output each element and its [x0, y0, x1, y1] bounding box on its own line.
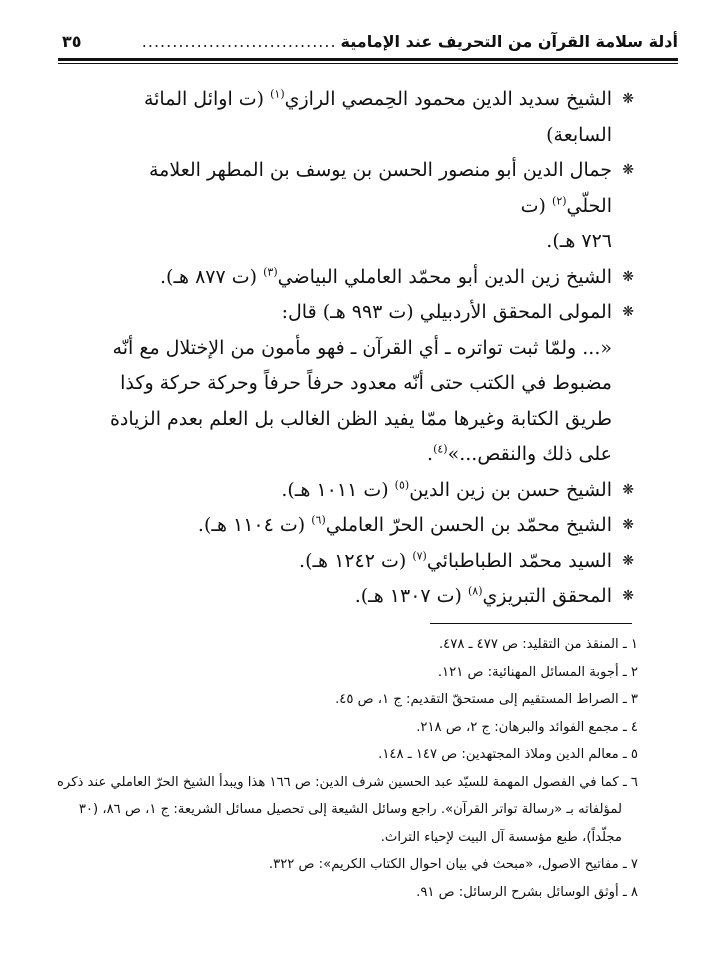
- page-number: ٣٥: [62, 31, 82, 51]
- running-title: أدلة سلامة القرآن من التحريف عند الإمامية: [340, 31, 678, 51]
- main-text: [90, 82, 634, 615]
- entry-date: (ت ١١٠٤ هـ).: [197, 514, 306, 536]
- scholar-entry: [90, 153, 634, 260]
- footnote: ٤ ـ مجمع الفوائد والبرهان: ج ٢، ص ٢١٨.: [416, 719, 638, 735]
- entry-text: الشيخ سديد الدين محمود الحِمصي الرازي: [284, 88, 612, 110]
- footnote: ٥ ـ معالم الدين وملاذ المجتهدين: ص ١٤٧ ـ ١٤٨.: [378, 747, 638, 762]
- entry-date: (ت اوائل المائة السابعة): [143, 88, 612, 146]
- scholar-entry: [90, 579, 634, 615]
- bullet-star-icon: ❋: [622, 268, 634, 285]
- scholar-entry: [90, 544, 634, 580]
- footnote-separator: [430, 623, 632, 624]
- footnote-ref: (٤): [433, 442, 448, 456]
- leader-dots: ................................: [141, 31, 337, 51]
- entry-text: المولى المحقق الأردبيلي (ت ٩٩٣ هـ) قال:: [281, 301, 612, 323]
- footnote-ref: (٨): [468, 584, 483, 598]
- bullet-star-icon: ❋: [622, 304, 634, 320]
- scholar-entry: [90, 295, 634, 331]
- quote-line: على ذلك والنقص...»: [447, 443, 612, 465]
- entry-text: الشيخ حسن بن زين الدين: [409, 478, 612, 501]
- entry-date: (ت ١٢٤٢ هـ).: [299, 549, 407, 572]
- entry-text: الشيخ زين الدين أبو محمّد العاملي البياضي: [277, 265, 612, 288]
- footnote-ref: (٥): [394, 478, 410, 492]
- footnote-ref: (٢): [552, 194, 567, 208]
- quote-line: طريق الكتابة وغيرها ممّا يفيد الظن الغالب بل العلم بعدم الزيادة: [109, 407, 612, 430]
- bullet-star-icon: ❋: [622, 91, 634, 107]
- footnote: ١ ـ المنقذ من التقليد: ص ٤٧٧ ـ ٤٧٨.: [438, 637, 638, 652]
- scholar-entry: [90, 473, 634, 509]
- bullet-star-icon: ❋: [622, 162, 634, 178]
- running-header: [62, 28, 678, 54]
- entry-date: (ت ١٠١١ هـ).: [281, 478, 389, 501]
- header-rule-thick: [58, 58, 678, 61]
- footnote-ref: (٣): [263, 265, 278, 279]
- footnote-ref: (٦): [311, 513, 326, 527]
- footnote: ٢ ـ أجوبة المسائل المهنائية: ص ١٢١.: [437, 664, 638, 680]
- scholar-entry: [90, 260, 634, 296]
- entry-text: الشيخ محمّد بن الحسن الحرّ العاملي: [325, 514, 612, 536]
- footnote: ٦ ـ كما في الفصول المهمة للسيّد عبد الحسين شرف الدين: ص ١٦٦ هذا ويبدأ الشيخ الحرّ العاملي عند ذكره: [57, 774, 638, 790]
- entry-date: (ت ١٣٠٧ هـ).: [354, 585, 462, 607]
- header-rule-thin: [58, 63, 678, 64]
- footnote-continued: مجلّداً)، طبع مؤسسة آل البيت لإحياء التراث.: [380, 829, 622, 845]
- footnote-ref: (٧): [412, 549, 427, 563]
- entry-date: (ت: [520, 194, 546, 217]
- entry-text: المحقق التبريزي: [482, 585, 612, 607]
- entry-date: (ت ٨٧٧ هـ).: [160, 265, 258, 288]
- quote-last-line: [90, 437, 612, 473]
- bullet-star-icon: ❋: [622, 481, 634, 498]
- footnote-ref: (١): [270, 87, 285, 101]
- quote-line: مضبوط في الكتب حتى أنّه معدود حرفاً حرفاً وحركة حركة وكذا: [120, 372, 612, 394]
- footnote: ٧ ـ مفاتيح الاصول، «مبحث في بيان احوال الكتاب الكريم»: ص ٣٢٢.: [268, 857, 638, 872]
- scholar-entry: [90, 508, 634, 544]
- entry-date-continued: ٧٢٦ هـ).: [546, 230, 612, 252]
- bullet-star-icon: ❋: [622, 517, 634, 533]
- quotation: [90, 331, 612, 473]
- entry-text: السيد محمّد الطباطبائي: [426, 549, 612, 572]
- footnote: ٣ ـ الصراط المستقيم إلى مستحقّ التقديم: ج ١، ص ٤٥.: [335, 692, 638, 707]
- quote-end: .: [427, 443, 434, 465]
- bullet-star-icon: ❋: [622, 552, 634, 569]
- entry-text: جمال الدين أبو منصور الحسن بن يوسف بن المطهر العلامة الحلّي: [149, 159, 612, 217]
- scholar-entry: [90, 82, 634, 153]
- quote-line: «... ولمّا ثبت تواتره ـ أي القرآن ـ فهو مأمون من الإختلال مع أنّه: [112, 336, 612, 359]
- footnote: ٨ ـ أوثق الوسائل بشرح الرسائل: ص ٩١.: [416, 884, 638, 900]
- footnote-continued: لمؤلفاته بـ «رسالة تواتر القرآن». راجع وسائل الشيعة إلى تحصيل مسائل الشريعة: ج ١، ص ٨٦، (٣٠: [78, 802, 622, 817]
- bullet-star-icon: ❋: [622, 588, 634, 604]
- footnotes: [57, 631, 638, 906]
